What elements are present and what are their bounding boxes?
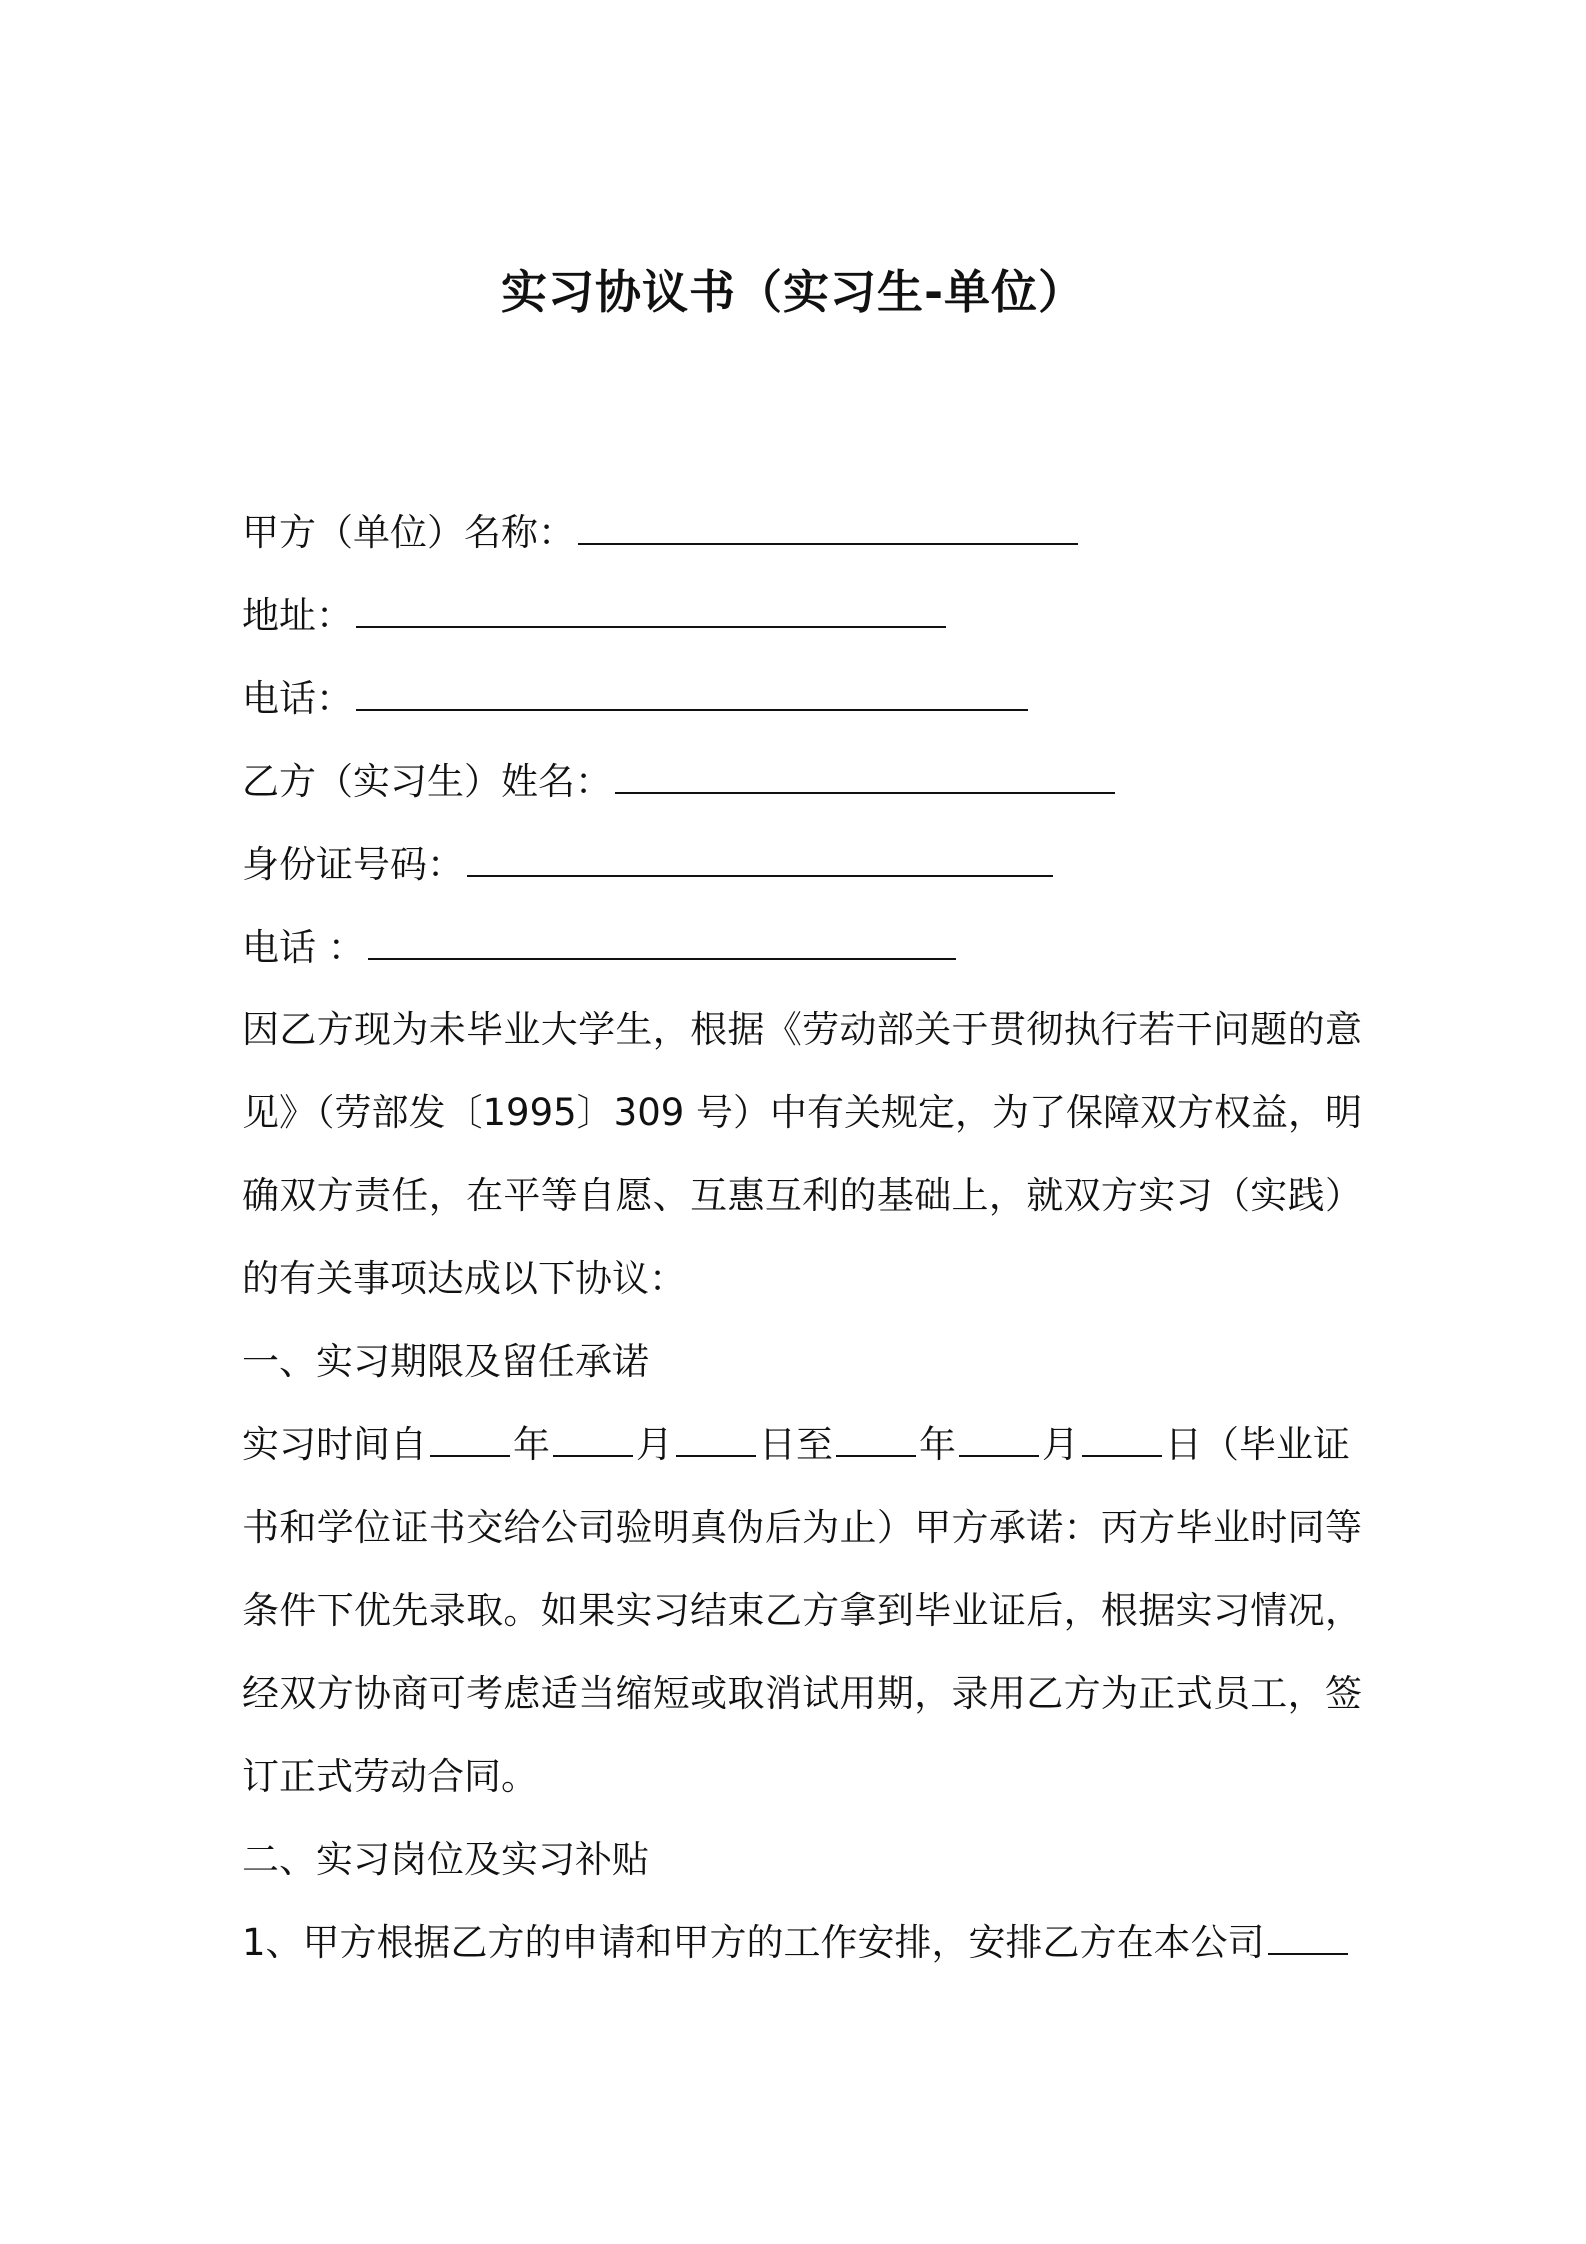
section-1-line: 经双方协商可考虑适当缩短或取消试用期，录用乙方为正式员工，签	[242, 1672, 1362, 1715]
field-address	[242, 591, 1362, 641]
fill-blank[interactable]	[467, 841, 1053, 877]
field-phone-a	[242, 674, 1362, 724]
preamble-line: 见》（劳部发〔1995〕309 号）中有关规定，为了保障双方权益，明	[242, 1091, 1363, 1134]
section-1-heading: 一、实习期限及留任承诺	[242, 1340, 649, 1383]
fill-blank[interactable]	[430, 1421, 510, 1457]
field-id-number	[242, 840, 1362, 890]
field-party-a-name	[242, 508, 1362, 558]
field-label: 地址：	[242, 594, 353, 637]
section-1-line: 书和学位证书交给公司验明真伪后为止）甲方承诺：丙方毕业时同等	[242, 1506, 1362, 1549]
fill-blank[interactable]	[356, 675, 1028, 711]
section-1-line: 条件下优先录取。如果实习结束乙方拿到毕业证后，根据实习情况，	[242, 1589, 1362, 1632]
field-label: 身份证号码：	[242, 843, 464, 886]
field-label: 电话：	[242, 677, 353, 720]
period-lead: 实习时间自	[242, 1423, 427, 1466]
preamble-line: 的有关事项达成以下协议：	[242, 1257, 686, 1300]
preamble-line: 确双方责任，在平等自愿、互惠互利的基础上，就双方实习（实践）	[242, 1174, 1362, 1217]
fill-blank[interactable]	[1268, 1919, 1348, 1955]
field-label: 甲方（单位）名称：	[242, 511, 575, 554]
internship-period-line	[242, 1420, 1362, 1470]
preamble-line: 因乙方现为未毕业大学生，根据《劳动部关于贯彻执行若干问题的意	[242, 1008, 1362, 1051]
fill-blank[interactable]	[1082, 1421, 1162, 1457]
document-title: 实习协议书（实习生-单位）	[500, 265, 1086, 319]
period-unit: 年	[513, 1423, 550, 1466]
field-label: 电话 ：	[242, 926, 365, 969]
field-party-b-name	[242, 757, 1362, 807]
period-unit: 日（毕业证	[1165, 1423, 1350, 1466]
fill-blank[interactable]	[356, 592, 946, 628]
fill-blank[interactable]	[578, 509, 1078, 545]
fill-blank[interactable]	[836, 1421, 916, 1457]
field-label: 乙方（实习生）姓名：	[242, 760, 612, 803]
field-phone-b	[242, 923, 1362, 973]
fill-blank[interactable]	[553, 1421, 633, 1457]
item-text: 1、甲方根据乙方的申请和甲方的工作安排，安排乙方在本公司	[242, 1921, 1265, 1964]
section-2-item-1	[242, 1918, 1362, 1968]
period-unit: 日至	[759, 1423, 833, 1466]
fill-blank[interactable]	[959, 1421, 1039, 1457]
fill-blank[interactable]	[615, 758, 1115, 794]
period-unit: 年	[919, 1423, 956, 1466]
section-2-heading: 二、实习岗位及实习补贴	[242, 1838, 649, 1881]
fill-blank[interactable]	[676, 1421, 756, 1457]
section-1-line: 订正式劳动合同。	[242, 1755, 538, 1798]
fill-blank[interactable]	[368, 924, 956, 960]
period-unit: 月	[636, 1423, 673, 1466]
period-unit: 月	[1042, 1423, 1079, 1466]
